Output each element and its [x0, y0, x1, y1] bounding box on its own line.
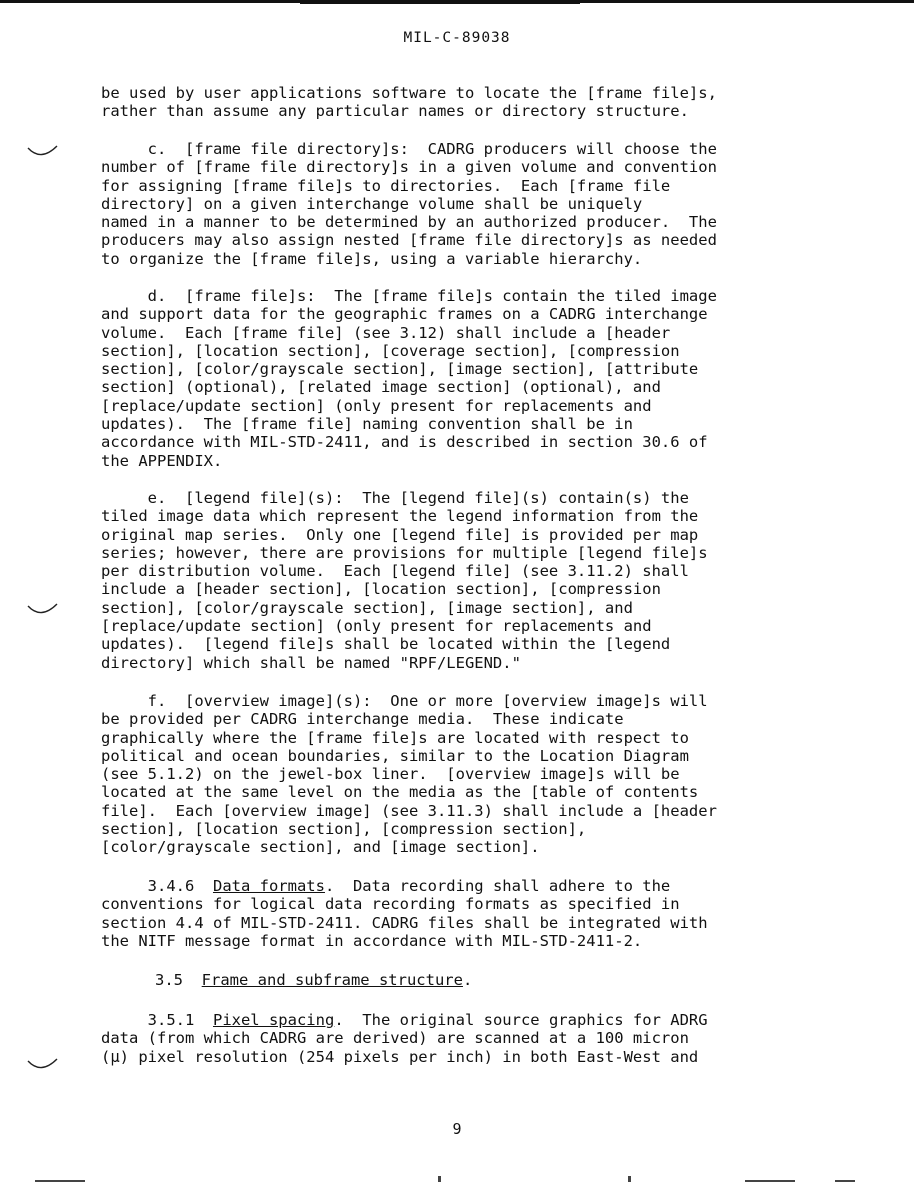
section-3-4-6 [101, 877, 841, 950]
text-line: rather than assume any particular names or directory structure. [101, 102, 689, 121]
text-line: located at the same level on the media as the [table of contents [101, 783, 699, 802]
section-heading-line [101, 877, 841, 895]
text-line: section], [color/grayscale section], [image section], [attribute [101, 360, 699, 379]
margin-check-mark [27, 142, 61, 162]
page-number: 9 [452, 1120, 462, 1138]
text-run: . Data recording shall adhere to the [324, 877, 671, 895]
text-line: section], [color/grayscale section], [image section], and [101, 598, 633, 617]
text-line: section], [location section], [compression section], [101, 820, 587, 839]
text-line: (see 5.1.2) on the jewel-box liner. [overview image]s will be [101, 765, 680, 784]
section-title: Data formats [212, 877, 325, 895]
section-number: 3.5 [155, 971, 202, 989]
paragraph-d [101, 287, 841, 470]
text-line: section], [location section], [coverage section], [compression [101, 341, 680, 360]
text-line: accordance with MIL-STD-2411, and is described in section 30.6 of [101, 433, 708, 452]
text-line: directory] which shall be named "RPF/LEGEND." [101, 653, 521, 672]
section-number: 3.4.6 [101, 877, 213, 895]
text-line: updates). [legend file]s shall be located within the [legend [101, 635, 671, 654]
text-line: c. [frame file directory]s: CADRG producers will choose the [101, 140, 717, 158]
top-rule [0, 0, 914, 3]
scan-artifacts [0, 1174, 914, 1186]
text-line: conventions for logical data recording formats as specified in [101, 895, 680, 914]
section-heading-line [101, 1011, 841, 1029]
text-line: per distribution volume. Each [legend file] (see 3.11.2) shall [101, 562, 689, 581]
text-line: series; however, there are provisions for multiple [legend file]s [101, 543, 708, 562]
text-line: the APPENDIX. [101, 451, 223, 470]
text-line: d. [frame file]s: The [frame file]s contain the tiled image [101, 287, 717, 305]
text-line: political and ocean boundaries, similar to the Location Diagram [101, 746, 689, 765]
text-line: data (from which CADRG are derived) are scanned at a 100 micron [101, 1029, 689, 1048]
text-line: original map series. Only one [legend file] is provided per map [101, 525, 699, 544]
text-line: and support data for the geographic frames on a CADRG interchange [101, 305, 708, 324]
document-id: MIL-C-89038 [403, 30, 511, 46]
text-line: section 4.4 of MIL-STD-2411. CADRG files shall be integrated with [101, 913, 708, 932]
text-line: volume. Each [frame file] (see 3.12) shall include a [header [101, 323, 671, 342]
section-3-5-1 [101, 1011, 841, 1066]
text-line: f. [overview image](s): One or more [overview image]s will [101, 692, 708, 710]
text-line: the NITF message format in accordance with MIL-STD-2411-2. [101, 931, 643, 950]
text-line: section] (optional), [related image section] (optional), and [101, 378, 661, 397]
text-line: be provided per CADRG interchange media. These indicate [101, 710, 624, 729]
section-number: 3.5.1 [101, 1011, 213, 1029]
text-line: include a [header section], [location section], [compression [101, 580, 661, 599]
text-line: graphically where the [frame file]s are located with respect to [101, 728, 689, 747]
text-line: e. [legend file](s): The [legend file](s) contain(s) the [101, 489, 689, 507]
paragraph-f [101, 692, 841, 857]
section-title: Frame and subframe structure [201, 971, 463, 989]
text-line: tiled image data which represent the legend information from the [101, 507, 699, 526]
text-run: . [462, 971, 473, 989]
text-line: file]. Each [overview image] (see 3.11.3) shall include a [header [101, 801, 717, 820]
section-title: Pixel spacing [212, 1011, 335, 1029]
text-line: [replace/update section] (only present for replacements and [101, 617, 652, 636]
text-line: for assigning [frame file]s to directories. Each [frame file [101, 176, 671, 195]
text-line: [color/grayscale section], and [image section]. [101, 838, 540, 857]
text-line: producers may also assign nested [frame file directory]s as needed [101, 231, 717, 250]
section-3-5-heading [155, 971, 472, 989]
paragraph-intro [101, 84, 841, 121]
text-line: (μ) pixel resolution (254 pixels per inch) in both East-West and [101, 1047, 699, 1066]
text-line: named in a manner to be determined by an authorized producer. The [101, 213, 717, 232]
text-line: directory] on a given interchange volume shall be uniquely [101, 194, 643, 213]
text-line: number of [frame file directory]s in a given volume and convention [101, 158, 717, 177]
paragraph-c [101, 140, 841, 268]
text-line: be used by user applications software to locate the [frame file]s, [101, 84, 717, 102]
margin-check-mark [27, 600, 61, 620]
paragraph-e [101, 489, 841, 672]
text-line: to organize the [frame file]s, using a variable hierarchy. [101, 249, 643, 268]
text-line: [replace/update section] (only present for replacements and [101, 396, 652, 415]
margin-check-mark [27, 1055, 61, 1075]
text-run: . The original source graphics for ADRG [334, 1011, 708, 1029]
text-line: updates). The [frame file] naming convention shall be in [101, 415, 633, 434]
